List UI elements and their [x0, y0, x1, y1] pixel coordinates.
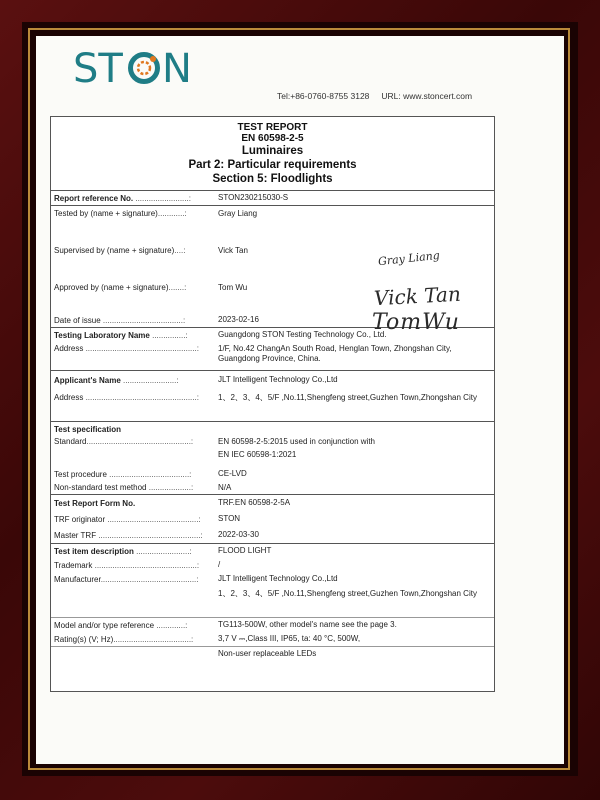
- row-originator: TRF originator .........................................: STON: [51, 511, 494, 527]
- nonstandard-label: Non-standard test method: [54, 483, 147, 492]
- row-report-ref: Report reference No. ........................: STON230215030-S: [51, 191, 494, 206]
- row-applicant: Applicant's Name ........................: JLT Intelligent Technology Co.,Ltd: [51, 370, 494, 389]
- model-label: Model and/or type reference: [54, 620, 155, 630]
- trademark-label: Trademark: [54, 560, 93, 570]
- svg-text:ST: ST: [73, 48, 123, 88]
- master-label: Master TRF: [54, 530, 97, 540]
- signature-gray-liang: Gray Liang: [377, 248, 441, 269]
- row-model: Model and/or type reference .............: TG113-500W, other model's name see the page 3.: [51, 617, 494, 632]
- approved-by-value: Tom Wu: [218, 283, 248, 292]
- standard-label: Standard: [54, 437, 87, 446]
- item-label: Test item description: [54, 546, 134, 556]
- ston-logo: [72, 48, 224, 88]
- lab-value: Guangdong STON Testing Technology Co., Ltd.: [218, 330, 387, 339]
- row-lab-address: Address ..................................................: 1/F, No.42 ChangAn South Road, Henglan Town, Zhongshan City, Guangdong Province, China.: [51, 342, 494, 370]
- row-manufacturer: Manufacturer...........................................: JLT Intelligent Technology Co.,Ltd: [51, 572, 494, 586]
- row-tested-by: Tested by (name + signature)............: Gray Liang: [51, 206, 494, 243]
- rating-line2-value: Non-user replaceable LEDs: [218, 649, 317, 658]
- applicant-address-label: Address: [54, 393, 84, 402]
- date-label: Date of issue: [54, 315, 101, 325]
- row-standard: Standard...............................................: EN 60598-2-5:2015 used in conjunction with EN IEC 60598-1:2021: [51, 436, 494, 467]
- contact-line: [277, 91, 532, 101]
- supervised-by-label: Supervised by (name + signature): [54, 246, 175, 255]
- standard-line1: EN 60598-2-5:2015 used in conjunction with: [218, 437, 375, 446]
- tested-by-value: Gray Liang: [218, 209, 258, 218]
- report-ref-value: STON230215030-S: [218, 193, 289, 202]
- lab-address-value: 1/F, No.42 ChangAn South Road, Henglan Town, Zhongshan City, Guangdong Province, China.: [218, 344, 452, 363]
- form-value: TRF.EN 60598-2-5A: [218, 498, 291, 507]
- lab-label: Testing Laboratory Name: [54, 330, 150, 340]
- report-table: [50, 116, 495, 692]
- form-label: Test Report Form No.: [54, 498, 136, 508]
- tel: Tel:+86-0760-8755 3128: [277, 91, 370, 101]
- report-ref-label: Report reference No.: [54, 193, 134, 203]
- nonstandard-value: N/A: [218, 482, 232, 492]
- applicant-address-value: 1、2、3、4、5/F ,No.11,Shengfeng street,Guzhen Town,Zhongshan City: [218, 393, 477, 402]
- supervised-by-value: Vick Tan: [218, 246, 248, 255]
- applicant-value: JLT Intelligent Technology Co.,Ltd: [218, 375, 338, 384]
- standard-line2: EN IEC 60598-1:2021: [218, 450, 297, 459]
- signature-tom-wu: TomWu: [372, 310, 460, 335]
- rating-value: 3,7 V ⎓,Class III, IP65, ta: 40 °C, 500W,: [218, 634, 361, 643]
- row-manufacturer-address: [51, 586, 494, 617]
- title-line1: TEST REPORT: [237, 122, 308, 133]
- title-line2: EN 60598-2-5: [241, 133, 304, 144]
- row-procedure: Test procedure ....................................: CE-LVD: [51, 467, 494, 481]
- row-lab-name: Testing Laboratory Name ...............: Guangdong STON Testing Technology Co., Ltd.: [51, 327, 494, 342]
- row-applicant-address: Address ..................................................: 1、2、3、4、5/F ,No.11,Shengfeng street,Guzhen Town,Zhongshan City: [51, 389, 494, 421]
- model-value: TG113-500W, other model's name see the page 3.: [218, 620, 397, 629]
- procedure-label: Test procedure: [54, 469, 107, 479]
- row-nonstandard: Non-standard test method ...................: N/A: [51, 481, 494, 494]
- svg-text:N: N: [162, 48, 192, 88]
- row-test-spec: [51, 421, 494, 436]
- title-line4: Part 2: Particular requirements: [188, 159, 357, 171]
- originator-value: STON: [218, 514, 241, 523]
- approved-by-label: Approved by (name + signature): [54, 283, 169, 292]
- originator-label: TRF originator: [54, 514, 106, 524]
- row-master-trf: Master TRF ..............................................: 2022-03-30: [51, 527, 494, 543]
- procedure-value: CE-LVD: [218, 469, 247, 478]
- report-title: [51, 117, 494, 191]
- master-value: 2022-03-30: [218, 530, 259, 539]
- row-rating-line2: [51, 646, 494, 661]
- signature-vick-tan: Vick Tan: [373, 281, 462, 311]
- title-line5: Section 5: Floodlights: [212, 173, 333, 185]
- manufacturer-value: JLT Intelligent Technology Co.,Ltd: [218, 574, 338, 583]
- manufacturer-address-value: 1、2、3、4、5/F ,No.11,Shengfeng street,Guzhen Town,Zhongshan City: [218, 589, 477, 598]
- title-line3: Luminaires: [241, 145, 304, 157]
- row-rating: Rating(s) (V; Hz)...................................: 3,7 V ⎓,Class III, IP65, ta: 40 °C, 500W,: [51, 632, 494, 646]
- row-date-of-issue: Date of issue ....................................: 2023-02-16: [51, 313, 494, 327]
- row-approved-by: Approved by (name + signature).......: Tom Wu: [51, 280, 494, 313]
- ston-logo-mark: [73, 48, 223, 88]
- lab-address-label: Address: [54, 344, 84, 353]
- row-form-no: [51, 494, 494, 511]
- row-supervised-by: Supervised by (name + signature)....: Vick Tan: [51, 243, 494, 280]
- row-trademark: Trademark ..............................................: /: [51, 558, 494, 572]
- manufacturer-label: Manufacturer: [54, 574, 101, 584]
- date-value: 2023-02-16: [218, 315, 259, 324]
- rating-label: Rating(s) (V; Hz): [54, 634, 114, 644]
- test-spec-label: Test specification: [54, 424, 121, 434]
- row-item-description: Test item description ........................: FLOOD LIGHT: [51, 543, 494, 558]
- trademark-value: /: [218, 560, 221, 569]
- applicant-label: Applicant's Name: [54, 375, 121, 385]
- tested-by-label: Tested by (name + signature): [54, 209, 158, 218]
- url: URL: www.stoncert.com: [381, 91, 473, 101]
- item-value: FLOOD LIGHT: [218, 546, 272, 555]
